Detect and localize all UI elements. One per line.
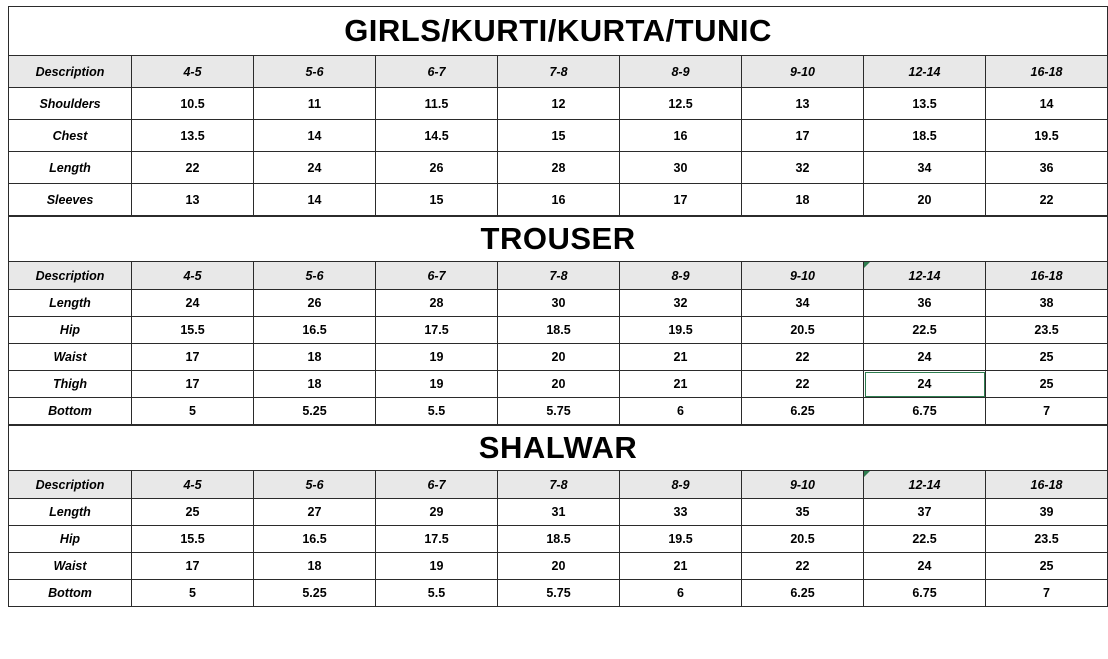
table-row bbox=[9, 344, 1108, 371]
cell-value: 36 bbox=[864, 290, 986, 317]
cell-value: 7 bbox=[986, 580, 1108, 607]
cell-value: 17 bbox=[132, 371, 254, 398]
cell-value: 20 bbox=[864, 184, 986, 216]
shalwar-table bbox=[8, 425, 1108, 607]
cell-value: 18 bbox=[254, 344, 376, 371]
cell-value: 20 bbox=[498, 344, 620, 371]
cell-value: 24 bbox=[864, 344, 986, 371]
cell-value: 25 bbox=[986, 553, 1108, 580]
column-header-size-8-9: 8-9 bbox=[620, 56, 742, 88]
cell-value: 18 bbox=[254, 371, 376, 398]
table-header-row bbox=[9, 262, 1108, 290]
cell-value: 22.5 bbox=[864, 526, 986, 553]
table-row bbox=[9, 290, 1108, 317]
cell-value: 19 bbox=[376, 371, 498, 398]
cell-value: 6.25 bbox=[742, 398, 864, 425]
cell-value: 5 bbox=[132, 398, 254, 425]
cell-value: 28 bbox=[498, 152, 620, 184]
cell-value: 19.5 bbox=[620, 526, 742, 553]
column-header-size-5-6: 5-6 bbox=[254, 471, 376, 499]
row-label: Bottom bbox=[9, 398, 132, 425]
table-row bbox=[9, 526, 1108, 553]
row-label: Hip bbox=[9, 526, 132, 553]
column-header-description: Description bbox=[9, 56, 132, 88]
cell-value: 13.5 bbox=[864, 88, 986, 120]
cell-value: 25 bbox=[986, 344, 1108, 371]
cell-value: 11.5 bbox=[376, 88, 498, 120]
cell-value: 16 bbox=[620, 120, 742, 152]
table-row bbox=[9, 553, 1108, 580]
table-row bbox=[9, 371, 1108, 398]
cell-value: 14 bbox=[986, 88, 1108, 120]
column-header-size-7-8: 7-8 bbox=[498, 471, 620, 499]
cell-value: 19.5 bbox=[620, 317, 742, 344]
row-label: Length bbox=[9, 290, 132, 317]
cell-value: 6 bbox=[620, 580, 742, 607]
cell-value: 35 bbox=[742, 499, 864, 526]
cell-value: 5.5 bbox=[376, 580, 498, 607]
girls-kurti-table bbox=[8, 6, 1108, 216]
cell-value: 24 bbox=[254, 152, 376, 184]
cell-value: 17 bbox=[742, 120, 864, 152]
cell-value: 23.5 bbox=[986, 317, 1108, 344]
cell-value: 19 bbox=[376, 553, 498, 580]
cell-value: 38 bbox=[986, 290, 1108, 317]
column-header-size-6-7: 6-7 bbox=[376, 471, 498, 499]
table-title-row bbox=[9, 217, 1108, 262]
cell-value: 17 bbox=[132, 344, 254, 371]
row-label: Chest bbox=[9, 120, 132, 152]
row-label: Bottom bbox=[9, 580, 132, 607]
cell-value: 33 bbox=[620, 499, 742, 526]
cell-value: 6.75 bbox=[864, 580, 986, 607]
cell-value: 34 bbox=[864, 152, 986, 184]
cell-value: 6 bbox=[620, 398, 742, 425]
table-row bbox=[9, 88, 1108, 120]
row-label: Shoulders bbox=[9, 88, 132, 120]
section-title-shalwar: SHALWAR bbox=[9, 426, 1108, 471]
table-row bbox=[9, 152, 1108, 184]
row-label: Sleeves bbox=[9, 184, 132, 216]
cell-value: 26 bbox=[254, 290, 376, 317]
cell-value: 5.25 bbox=[254, 398, 376, 425]
cell-value: 37 bbox=[864, 499, 986, 526]
table-row bbox=[9, 317, 1108, 344]
cell-value: 20.5 bbox=[742, 526, 864, 553]
column-header-size-12-14: 12-14 bbox=[864, 56, 986, 88]
column-header-size-8-9: 8-9 bbox=[620, 262, 742, 290]
row-label: Length bbox=[9, 499, 132, 526]
cell-value: 30 bbox=[498, 290, 620, 317]
cell-value: 27 bbox=[254, 499, 376, 526]
cell-value: 11 bbox=[254, 88, 376, 120]
cell-value: 20.5 bbox=[742, 317, 864, 344]
cell-value: 18 bbox=[742, 184, 864, 216]
cell-value: 29 bbox=[376, 499, 498, 526]
cell-value: 17 bbox=[620, 184, 742, 216]
cell-value: 22.5 bbox=[864, 317, 986, 344]
selected-cell[interactable]: 24 bbox=[864, 371, 986, 398]
column-header-description: Description bbox=[9, 262, 132, 290]
cell-value: 25 bbox=[132, 499, 254, 526]
cell-value: 6.25 bbox=[742, 580, 864, 607]
cell-value: 22 bbox=[132, 152, 254, 184]
cell-value: 15.5 bbox=[132, 526, 254, 553]
column-header-size-6-7: 6-7 bbox=[376, 56, 498, 88]
table-row bbox=[9, 398, 1108, 425]
cell-value: 34 bbox=[742, 290, 864, 317]
cell-value: 25 bbox=[986, 371, 1108, 398]
cell-value: 5.5 bbox=[376, 398, 498, 425]
cell-value: 14 bbox=[254, 184, 376, 216]
column-header-size-6-7: 6-7 bbox=[376, 262, 498, 290]
table-row bbox=[9, 499, 1108, 526]
column-header-size-12-14: 12-14 bbox=[864, 262, 986, 290]
cell-value: 20 bbox=[498, 553, 620, 580]
table-title-row bbox=[9, 7, 1108, 56]
cell-value: 14 bbox=[254, 120, 376, 152]
cell-value: 32 bbox=[742, 152, 864, 184]
cell-value: 13 bbox=[132, 184, 254, 216]
cell-value: 12 bbox=[498, 88, 620, 120]
cell-value: 17.5 bbox=[376, 526, 498, 553]
cell-value: 20 bbox=[498, 371, 620, 398]
cell-value: 24 bbox=[864, 553, 986, 580]
cell-value: 18 bbox=[254, 553, 376, 580]
table-row bbox=[9, 580, 1108, 607]
column-header-size-4-5: 4-5 bbox=[132, 56, 254, 88]
cell-value: 18.5 bbox=[498, 526, 620, 553]
column-header-size-5-6: 5-6 bbox=[254, 56, 376, 88]
column-header-size-4-5: 4-5 bbox=[132, 262, 254, 290]
cell-value: 15 bbox=[376, 184, 498, 216]
cell-value: 17.5 bbox=[376, 317, 498, 344]
column-header-size-4-5: 4-5 bbox=[132, 471, 254, 499]
column-header-size-9-10: 9-10 bbox=[742, 471, 864, 499]
cell-value: 12.5 bbox=[620, 88, 742, 120]
cell-value: 26 bbox=[376, 152, 498, 184]
cell-value: 10.5 bbox=[132, 88, 254, 120]
column-header-size-7-8: 7-8 bbox=[498, 56, 620, 88]
section-title-trouser: TROUSER bbox=[9, 217, 1108, 262]
row-label: Hip bbox=[9, 317, 132, 344]
column-header-size-16-18: 16-18 bbox=[986, 56, 1108, 88]
cell-value: 16 bbox=[498, 184, 620, 216]
row-label: Waist bbox=[9, 344, 132, 371]
cell-value: 16.5 bbox=[254, 317, 376, 344]
table-row bbox=[9, 184, 1108, 216]
cell-value: 19.5 bbox=[986, 120, 1108, 152]
cell-value: 21 bbox=[620, 371, 742, 398]
cell-value: 22 bbox=[742, 344, 864, 371]
table-title-row bbox=[9, 426, 1108, 471]
cell-value: 22 bbox=[742, 371, 864, 398]
table-header-row bbox=[9, 471, 1108, 499]
cell-value: 13 bbox=[742, 88, 864, 120]
cell-value: 13.5 bbox=[132, 120, 254, 152]
cell-value: 6.75 bbox=[864, 398, 986, 425]
cell-value: 5.25 bbox=[254, 580, 376, 607]
cell-value: 14.5 bbox=[376, 120, 498, 152]
cell-value: 22 bbox=[986, 184, 1108, 216]
column-header-size-5-6: 5-6 bbox=[254, 262, 376, 290]
trouser-table bbox=[8, 216, 1108, 425]
cell-value: 15 bbox=[498, 120, 620, 152]
column-header-size-16-18: 16-18 bbox=[986, 471, 1108, 499]
column-header-size-16-18: 16-18 bbox=[986, 262, 1108, 290]
cell-value: 28 bbox=[376, 290, 498, 317]
row-label: Waist bbox=[9, 553, 132, 580]
cell-value: 17 bbox=[132, 553, 254, 580]
cell-value: 21 bbox=[620, 553, 742, 580]
column-header-size-12-14: 12-14 bbox=[864, 471, 986, 499]
cell-value: 21 bbox=[620, 344, 742, 371]
cell-value: 31 bbox=[498, 499, 620, 526]
cell-value: 18.5 bbox=[498, 317, 620, 344]
cell-value: 30 bbox=[620, 152, 742, 184]
table-header-row bbox=[9, 56, 1108, 88]
column-header-size-9-10: 9-10 bbox=[742, 262, 864, 290]
cell-value: 23.5 bbox=[986, 526, 1108, 553]
cell-value: 24 bbox=[132, 290, 254, 317]
row-label: Length bbox=[9, 152, 132, 184]
column-header-size-7-8: 7-8 bbox=[498, 262, 620, 290]
row-label: Thigh bbox=[9, 371, 132, 398]
cell-value: 36 bbox=[986, 152, 1108, 184]
cell-value: 5 bbox=[132, 580, 254, 607]
cell-value: 22 bbox=[742, 553, 864, 580]
table-row bbox=[9, 120, 1108, 152]
cell-value: 32 bbox=[620, 290, 742, 317]
cell-value: 18.5 bbox=[864, 120, 986, 152]
cell-value: 19 bbox=[376, 344, 498, 371]
cell-value: 5.75 bbox=[498, 580, 620, 607]
cell-value: 5.75 bbox=[498, 398, 620, 425]
page-title: GIRLS/KURTI/KURTA/TUNIC bbox=[9, 7, 1108, 56]
cell-value: 7 bbox=[986, 398, 1108, 425]
column-header-size-8-9: 8-9 bbox=[620, 471, 742, 499]
column-header-description: Description bbox=[9, 471, 132, 499]
cell-value: 15.5 bbox=[132, 317, 254, 344]
column-header-size-9-10: 9-10 bbox=[742, 56, 864, 88]
cell-value: 16.5 bbox=[254, 526, 376, 553]
cell-value: 39 bbox=[986, 499, 1108, 526]
